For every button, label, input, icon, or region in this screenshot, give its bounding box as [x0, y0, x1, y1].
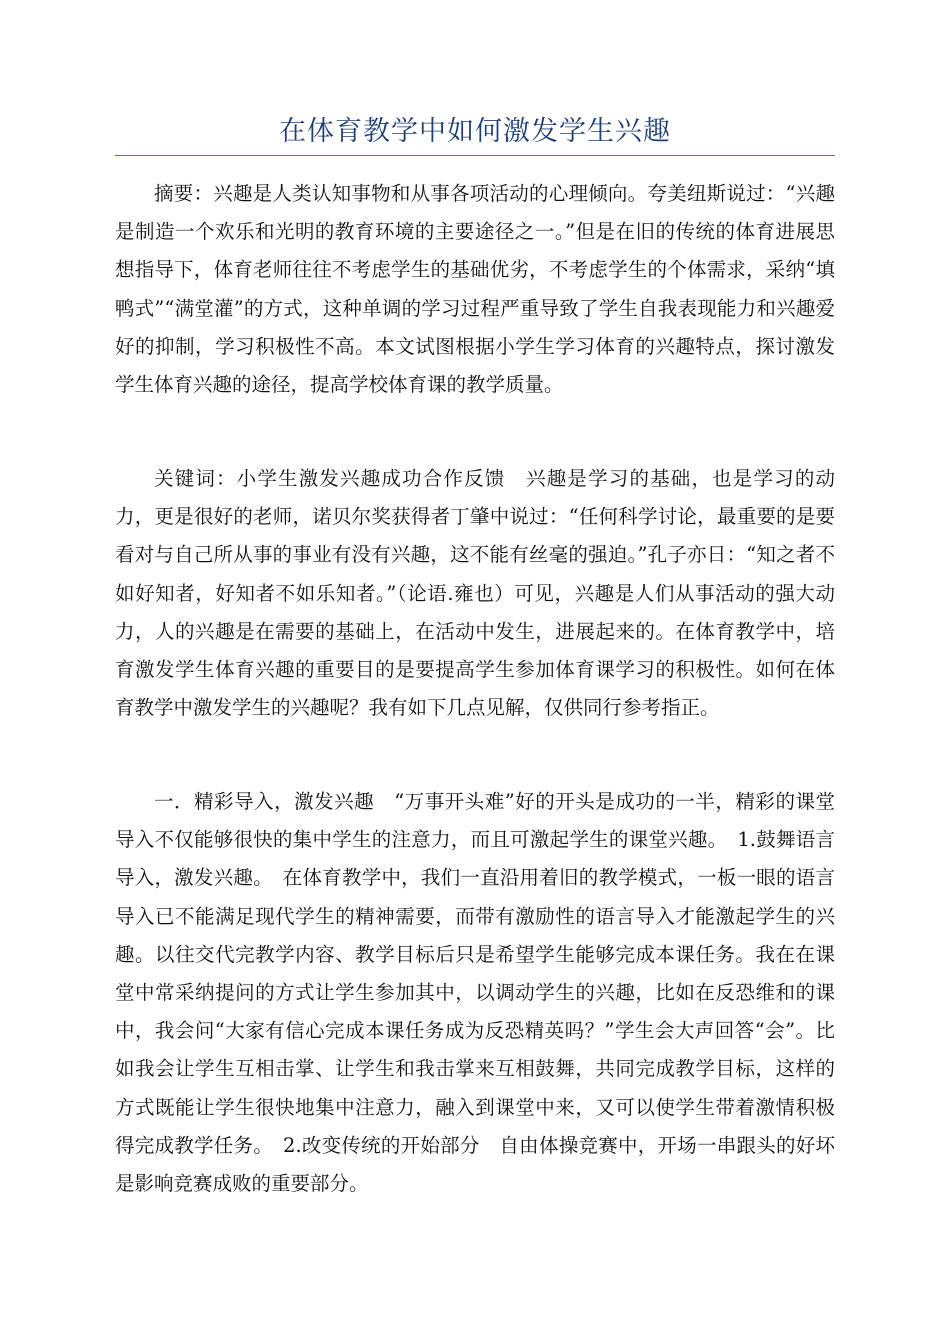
section-one-paragraph: 一．精彩导入，激发兴趣 “万事开头难”好的开头是成功的一半，精彩的课堂导入不仅能够很快的集中学生的注意力，而且可激起学生的课堂兴趣。 1.鼓舞语言导入，激发兴趣。 在体育教学中，我们一直沿用着旧的教学模式，一板一眼的语言导入已不能满足现代学生的精神需要，而带有激励性的语言导入才能激起学生的兴趣。以往交代完教学内容、教学目标后只是希望学生能够完成本课任务。我在在课堂中常采纳提问的方式让学生参加其中，以调动学生的兴趣，比如在反恐维和的课中，我会问“大家有信心完成本课任务成为反恐精英吗？”学生会大声回答“会”。比如我会让学生互相击掌、让学生和我击掌来互相鼓舞，共同完成教学目标，这样的方式既能让学生很快地集中注意力，融入到课堂中来，又可以使学生带着激情积极得完成教学任务。 2.改变传统的开始部分 自由体操竞赛中，开场一串跟头的好坏是影响竞赛成败的重要部分。 — [115, 790, 835, 1196]
abstract-paragraph: 摘要：兴趣是人类认知事物和从事各项活动的心理倾向。夸美纽斯说过：“兴趣是制造一个欢乐和光明的教育环境的主要途径之一。”但是在旧的传统的体育进展思想指导下，体育老师往往不考虑学生的基础优劣，不考虑学生的个体需求，采纳“填鸭式”“满堂灌”的方式，这种单调的学习过程严重导致了学生自我表现能力和兴趣爱好的抑制，学习积极性不高。本文试图根据小学生学习体育的兴趣特点，探讨激发学生体育兴趣的途径，提高学校体育课的教学质量。 — [115, 182, 835, 397]
document-title: 在体育教学中如何激发学生兴趣 — [279, 116, 671, 147]
title-underline — [115, 155, 835, 156]
keywords-paragraph: 关键词：小学生激发兴趣成功合作反馈 兴趣是学习的基础，也是学习的动力，更是很好的老师，诺贝尔奖获得者丁肇中说过：“任何科学讨论，最重要的是要看对与自己所从事的事业有没有兴趣，这不能有丝毫的强迫。”孔子亦日：“知之者不如好知者，好知者不如乐知者。”（论语.雍也）可见，兴趣是人们从事活动的强大动力，人的兴趣是在需要的基础上，在活动中发生，进展起来的。在体育教学中，培育激发学生体育兴趣的重要目的是要提高学生参加体育课学习的积极性。如何在体育教学中激发学生的兴趣呢？我有如下几点见解，仅供同行参考指正。 — [115, 467, 835, 720]
